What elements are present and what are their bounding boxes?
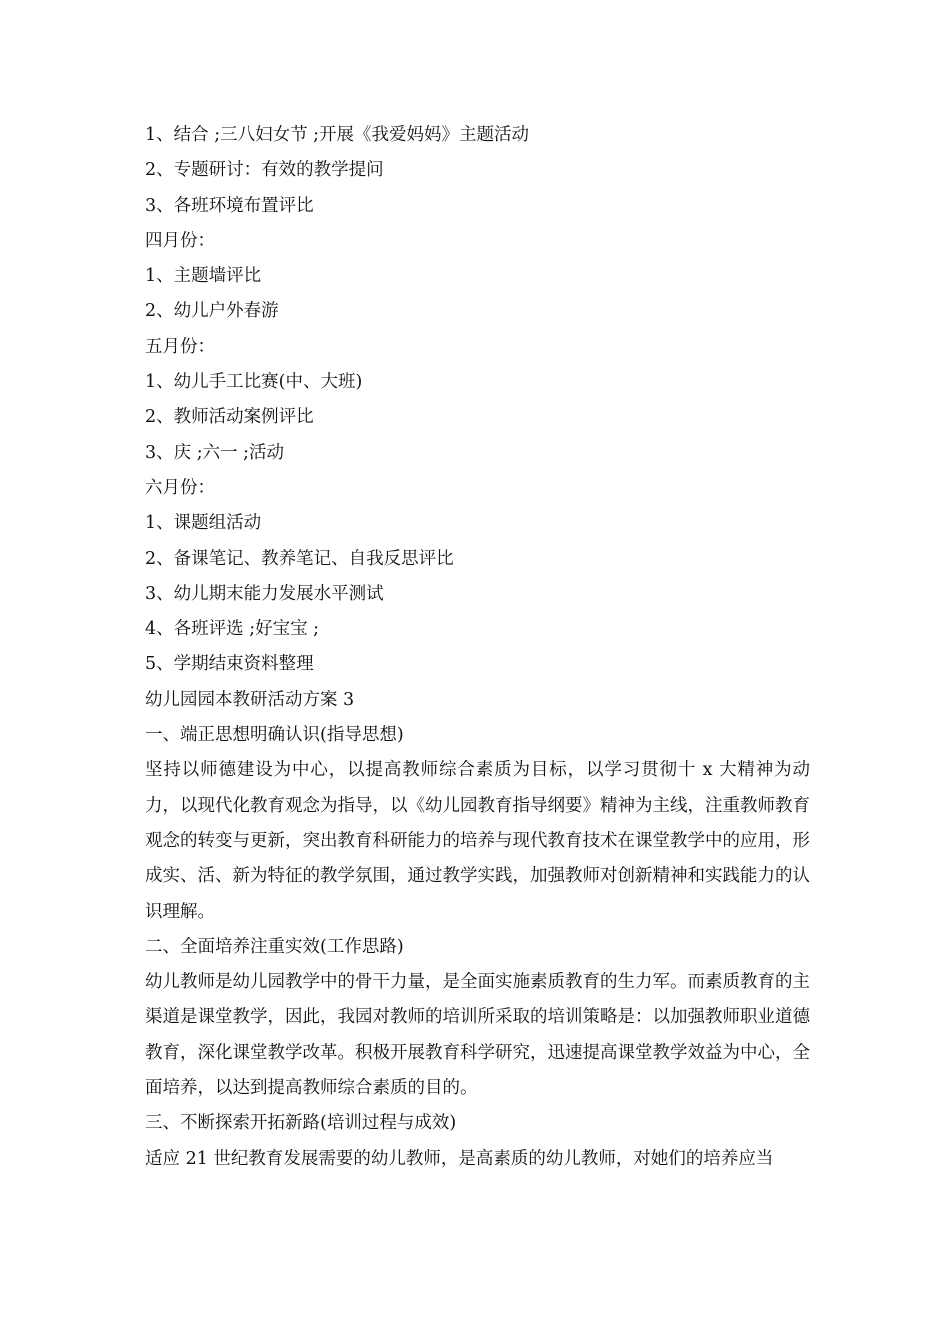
list-item: 2、专题研讨：有效的教学提问 xyxy=(145,160,384,181)
paragraph: 坚持以师德建设为中心，以提高教师综合素质为目标，以学习贯彻十 x 大精神为动力，以现代化教育观念为指导，以《幼儿园教育指导纲要》精神为主线，注重教师教育观念的转变与更新，突出教育科研能力的培养与现代教育技术在课堂教学中的应用，形成实、活、新为特征的教学氛围，通过教学实践，加强教师对创新精神和实践能力的认识理解。 xyxy=(145,760,810,922)
list-item: 1、结合 ;三八妇女节 ;开展《我爱妈妈》主题活动 xyxy=(145,125,530,145)
section-heading: 一、端正思想明确认识(指导思想) xyxy=(145,725,404,746)
list-item: 1、主题墙评比 xyxy=(145,266,262,287)
month-heading: 六月份： xyxy=(145,477,215,498)
month-heading: 四月份： xyxy=(145,230,215,251)
list-item: 2、幼儿户外春游 xyxy=(145,301,279,322)
list-item: 3、庆 ;六一 ;活动 xyxy=(145,442,285,463)
list-item: 1、幼儿手工比赛(中、大班) xyxy=(145,372,363,393)
document-title: 幼儿园园本教研活动方案 3 xyxy=(145,689,355,710)
paragraph: 幼儿教师是幼儿园教学中的骨干力量，是全面实施素质教育的生力军。而素质教育的主渠道是课堂教学，因此，我园对教师的培训所采取的培训策略是：以加强教师职业道德教育，深化课堂教学改革。积极开展教育科学研究，迅速提高课堂教学效益为中心，全面培养，以达到提高教师综合素质的目的。 xyxy=(145,972,810,1099)
list-item: 5、学期结束资料整理 xyxy=(145,654,314,675)
paragraph: 适应 21 世纪教育发展需要的幼儿教师，是高素质的幼儿教师，对她们的培养应当 xyxy=(145,1148,774,1169)
section-heading: 二、全面培养注重实效(工作思路) xyxy=(145,936,404,957)
list-item: 2、备课笔记、教养笔记、自我反思评比 xyxy=(145,548,454,569)
list-item: 2、教师活动案例评比 xyxy=(145,407,314,428)
list-item: 3、各班环境布置评比 xyxy=(145,195,314,216)
list-item: 3、幼儿期末能力发展水平测试 xyxy=(145,583,384,604)
list-item: 4、各班评选 ;好宝宝 ; xyxy=(145,619,320,640)
month-heading: 五月份： xyxy=(145,336,215,357)
section-heading: 三、不断探索开拓新路(培训过程与成效) xyxy=(145,1113,457,1134)
list-item: 1、课题组活动 xyxy=(145,513,262,534)
document-page xyxy=(145,118,810,1177)
